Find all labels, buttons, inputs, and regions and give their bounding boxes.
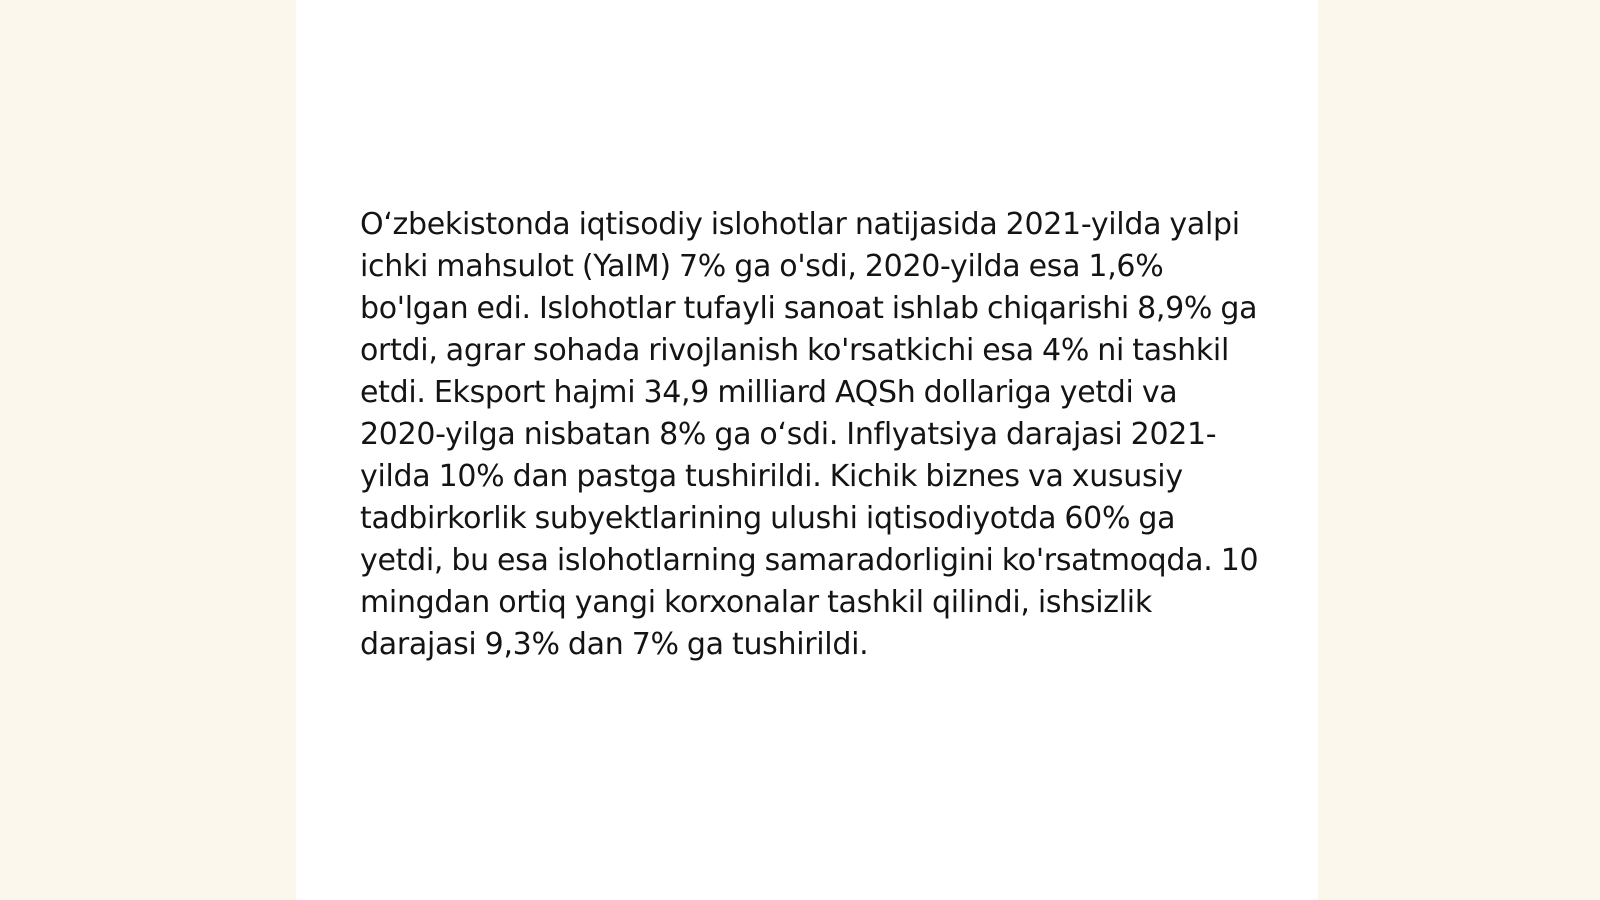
body-paragraph: O‘zbekistonda iqtisodiy islohotlar natijasida 2021-yilda yalpi ichki mahsulot (YaIM) 7% ga o'sdi, 2020-yilda esa 1,6% bo'lgan edi. Islohotlar tufayli sanoat ishlab chiqarishi 8,9% ga ortdi, agrar sohada rivojlanish ko'rsatkichi esa 4% ni tashkil etdi. Eksport hajmi 34,9 milliard AQSh dollariga yetdi va 2020-yilga nisbatan 8% ga o‘sdi. Inflyatsiya darajasi 2021-yilda 10% dan pastga tushirildi. Kichik biznes va xususiy tadbirkorlik subyektlarining ulushi iqtisodiyotda 60% ga yetdi, bu esa islohotlarning samaradorligini ko'rsatmoqda. 10 mingdan ortiq yangi korxonalar tashkil qilindi, ishsizlik darajasi 9,3% dan 7% ga tushirildi. — [360, 207, 1259, 662]
document-page — [296, 0, 1318, 900]
